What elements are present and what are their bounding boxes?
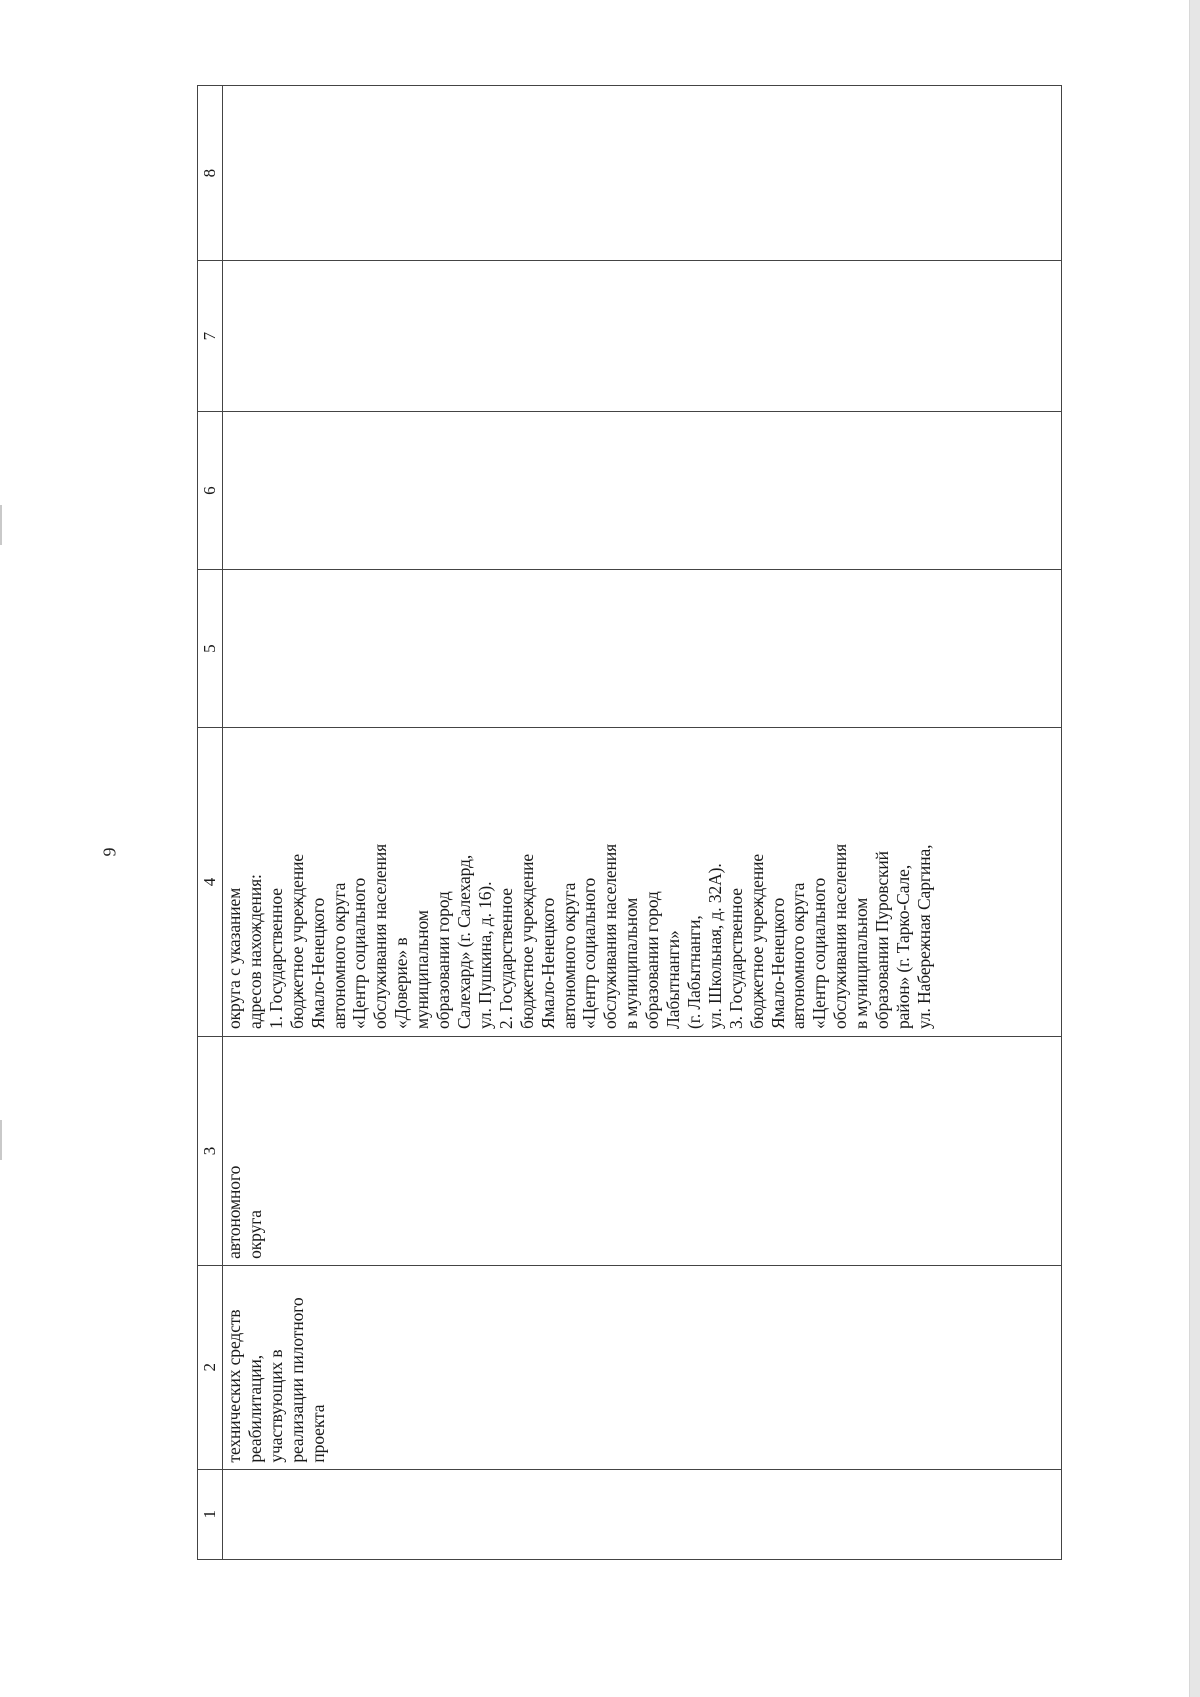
column-number-5: 5 [198, 570, 223, 728]
page-number: 9 [99, 847, 120, 857]
table-cell-col7 [223, 261, 1062, 412]
district-text: автономного округа [224, 1165, 265, 1259]
table-header-row [198, 86, 223, 1560]
column-number-4: 4 [198, 728, 223, 1037]
table-cell-col6 [223, 412, 1062, 570]
column-number-8: 8 [198, 86, 223, 261]
column-number-7: 7 [198, 261, 223, 412]
scan-margin-mark [0, 505, 2, 545]
institutions-list-text: округа с указанием адресов нахождения: 1. Государственное бюджетное учреждение Ямало-Ненецкого автономного округа «Центр социального обслуживания населения «Доверие» в муниципальном образовании город Салехард» (г. Салехард, ул. Пушкина, д. 16). 2. Государственное бюджетное учреждение Ямало-Ненецкого автономного округа «Центр социального обслуживания населения в муниципальном образовании город Лабытнанги» (г. Лабытнанги, ул. Школьная, д. 32А). 3. Государственное бюджетное учреждение Ямало-Ненецкого автономного округа «Центр социального обслуживания населения в муниципальном образовании Пуровский район» (г. Тарко-Сале, ул. Набережная Саргина, [224, 843, 934, 1030]
rehab-means-text: технических средств реабилитации, участвующих в реализации пилотного проекта [224, 1297, 328, 1463]
table-cell-col1 [223, 1469, 1062, 1559]
column-number-3: 3 [198, 1037, 223, 1266]
document-table [197, 85, 1062, 1560]
table-cell-col5 [223, 570, 1062, 728]
column-number-1: 1 [198, 1469, 223, 1559]
table-cell-col3 [223, 1037, 1062, 1266]
table-row [223, 86, 1062, 1560]
rotated-table-container [197, 85, 1062, 1560]
table-cell-col4 [223, 728, 1062, 1037]
table-cell-col2 [223, 1265, 1062, 1469]
scan-edge [1189, 0, 1200, 1697]
column-number-6: 6 [198, 412, 223, 570]
column-number-2: 2 [198, 1265, 223, 1469]
table-cell-col8 [223, 86, 1062, 261]
scan-margin-mark [0, 1120, 2, 1160]
